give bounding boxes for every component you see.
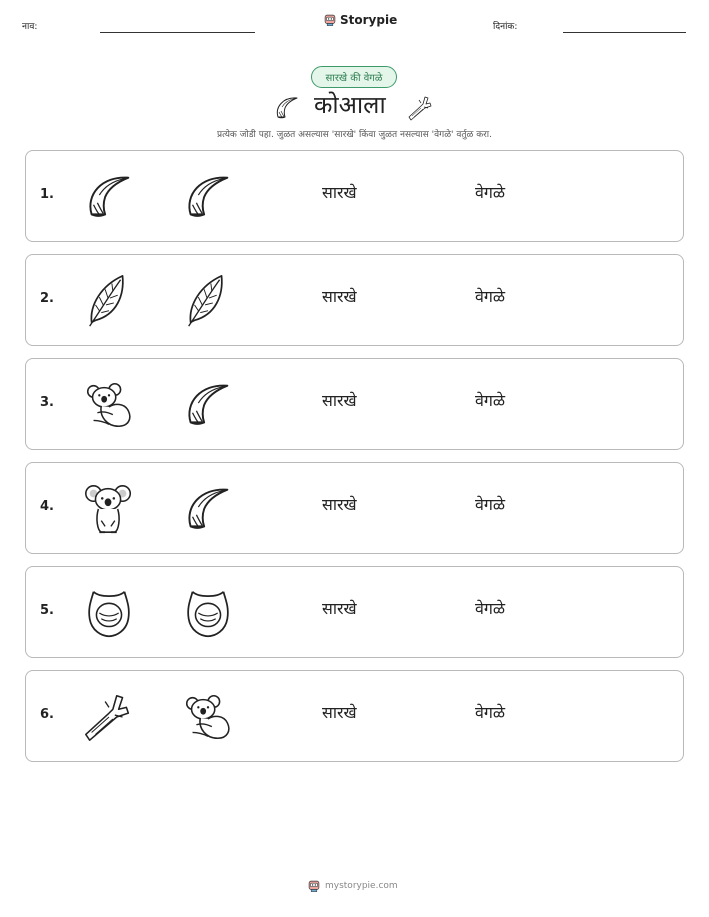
different-option[interactable]: वेगळे: [475, 391, 506, 410]
storypie-logo-icon: [323, 13, 337, 27]
pouch-icon: [179, 584, 237, 642]
claw-icon: [179, 480, 237, 538]
branch-icon: [406, 93, 436, 123]
date-label: दिनांक:: [493, 22, 518, 32]
claw-icon: [80, 168, 138, 226]
pouch-icon: [80, 584, 138, 642]
name-line[interactable]: [100, 32, 255, 33]
instructions: प्रत्येक जोडी पहा. जुळत असल्यास 'सारखे' किंवा जुळत नसल्यास 'वेगळे' वर्तुळ करा.: [216, 130, 492, 140]
question-number: 3.: [40, 395, 54, 410]
activity-tag: सारखे की वेगळे: [311, 66, 397, 88]
question-number: 2.: [40, 291, 54, 306]
different-option[interactable]: वेगळे: [475, 599, 506, 618]
page-title: कोआला: [314, 91, 386, 119]
question-row-3: [25, 358, 684, 450]
same-option[interactable]: सारखे: [322, 391, 357, 410]
question-row-6: [25, 670, 684, 762]
question-number: 6.: [40, 707, 54, 722]
koala-climbing-icon: [80, 376, 138, 434]
leaf-icon: [179, 272, 237, 330]
footer-url[interactable]: mystorypie.com: [325, 881, 398, 891]
branch-icon: [80, 688, 138, 746]
same-option[interactable]: सारखे: [322, 183, 357, 202]
claw-icon: [179, 376, 237, 434]
same-option[interactable]: सारखे: [322, 287, 357, 306]
question-number: 1.: [40, 187, 54, 202]
claw-icon: [272, 93, 302, 123]
claw-icon: [179, 168, 237, 226]
same-option[interactable]: सारखे: [322, 599, 357, 618]
question-row-1: [25, 150, 684, 242]
koala-climbing-icon: [179, 688, 237, 746]
date-line[interactable]: [563, 32, 686, 33]
question-row-5: [25, 566, 684, 658]
same-option[interactable]: सारखे: [322, 495, 357, 514]
leaf-icon: [80, 272, 138, 330]
question-number: 4.: [40, 499, 54, 514]
footer: [307, 879, 398, 893]
name-label: नाव:: [22, 22, 38, 32]
question-row-4: [25, 462, 684, 554]
koala-sitting-icon: [80, 480, 138, 538]
question-number: 5.: [40, 603, 54, 618]
different-option[interactable]: वेगळे: [475, 287, 506, 306]
different-option[interactable]: वेगळे: [475, 183, 506, 202]
question-row-2: [25, 254, 684, 346]
different-option[interactable]: वेगळे: [475, 495, 506, 514]
different-option[interactable]: वेगळे: [475, 703, 506, 722]
brand: [323, 13, 397, 27]
storypie-logo-icon: [307, 879, 321, 893]
same-option[interactable]: सारखे: [322, 703, 357, 722]
brand-text: Storypie: [340, 13, 398, 27]
